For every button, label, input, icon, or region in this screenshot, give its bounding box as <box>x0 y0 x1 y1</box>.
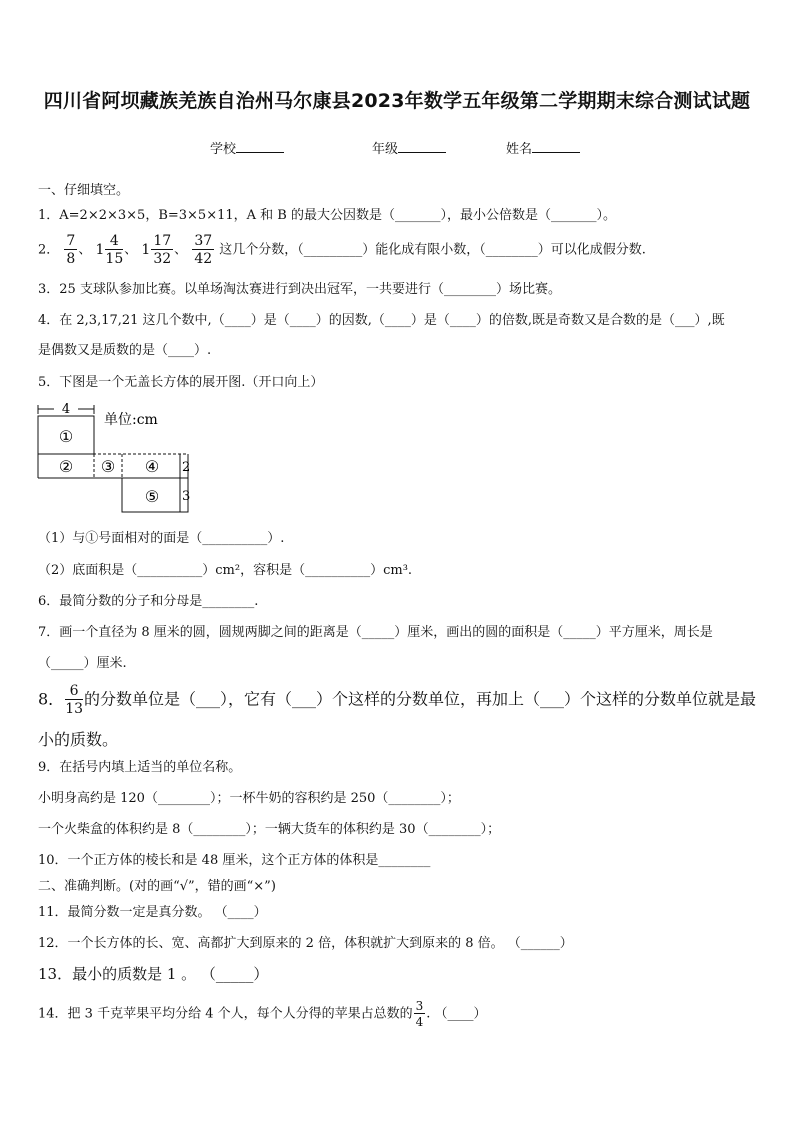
dim-right-2-label: 3 <box>182 489 191 504</box>
question-4-line-2: 是偶数又是质数的是（____）. <box>38 343 212 358</box>
question-6: 6．最简分数的分子和分母是________. <box>38 594 259 609</box>
question-4-line-1: 4．在 2,3,17,21 这几个数中,（____）是（____）的因数,（____）是（____）的倍数,既是奇数又是合数的是（___）,既 <box>38 313 725 328</box>
question-12: 12．一个长方体的长、宽、高都扩大到原来的 2 倍，体积就扩大到原来的 8 倍。 （______） <box>38 936 573 951</box>
question-13: 13．最小的质数是 1 。 （_____） <box>38 965 269 983</box>
q2-fraction-1: $\frac{7}{8}$ <box>66 233 76 267</box>
q14-tail: . （____） <box>426 1006 487 1022</box>
q2-fraction-4: $\frac{37}{42}$ <box>194 233 213 267</box>
grade-blank[interactable] <box>398 152 446 153</box>
question-8-line-2: 小的质数。 <box>38 730 119 749</box>
question-9: 9．在括号内填上适当的单位名称。 <box>38 760 242 775</box>
q8-fraction: $\frac{6}{13}$ <box>65 683 84 717</box>
box-net-figure <box>30 400 230 518</box>
q2-text: 这几个分数，（_________）能化成有限小数，（________）可以化成假分数. <box>219 242 646 258</box>
q14-fraction: $\frac{3}{4}$ <box>415 999 424 1029</box>
q2-fraction-3: 1 $\frac{17}{32}$ <box>141 233 172 267</box>
q8-prefix: 8． <box>38 689 65 709</box>
question-9-b: 一个火柴盒的体积约是 8（________）；一辆大货车的体积约是 30（________）； <box>38 822 501 837</box>
name-label: 姓名 <box>506 142 533 157</box>
section-2-heading: 二、准确判断。(对的画“√”，错的画“×”) <box>38 879 276 894</box>
question-1: 1．A=2×2×3×5，B=3×5×11，A 和 B 的最大公因数是（_______），最小公倍数是（_______）。 <box>38 208 616 223</box>
question-8-line-1 <box>38 684 756 716</box>
face-5-label: ⑤ <box>144 487 160 506</box>
question-7-line-2: （_____）厘米. <box>38 656 127 671</box>
face-1-label: ① <box>58 427 74 446</box>
question-7-line-1: 7．画一个直径为 8 厘米的圆，圆规两脚之间的距离是（_____）厘米，画出的圆的面积是（_____）平方厘米，周长是 <box>38 625 713 640</box>
dim-right-1-label: 2 <box>182 460 191 475</box>
dim-top-label: 4 <box>61 402 71 417</box>
q2-fraction-2: 1 $\frac{4}{15}$ <box>95 233 124 267</box>
q2-prefix: 2． <box>38 242 60 258</box>
face-2-label: ② <box>58 457 74 476</box>
question-5-1: （1）与①号面相对的面是（__________）. <box>38 531 285 546</box>
grade-label: 年级 <box>372 142 399 157</box>
q8-text: 的分数单位是（___），它有（___）个这样的分数单位，再加上（___）个这样的分数单位就是最 <box>84 689 757 709</box>
question-2: 2． $\frac{7}{8}$ 、 1 $\frac{4}{15}$ 、 1 $\frac{17}{32}$ 、 $\frac{37}{42}$ 这几个分数，（_________）能化成有限小数，（________）可以化成假分数. <box>38 233 646 267</box>
question-5: 5．下图是一个无盖长方体的展开图.（开口向上） <box>38 375 324 390</box>
name-blank[interactable] <box>532 152 580 153</box>
question-3: 3．25 支球队参加比赛。以单场淘汰赛进行到决出冠军，一共要进行（________）场比赛。 <box>38 282 561 297</box>
question-9-a: 小明身高约是 120（________）；一杯牛奶的容积约是 250（________）； <box>38 791 460 806</box>
school-label: 学校 <box>210 142 237 157</box>
page-title: 四川省阿坝藏族羌族自治州马尔康县2023年数学五年级第二学期期末综合测试试题 <box>43 90 751 112</box>
unit-label: 单位:cm <box>104 412 158 428</box>
q14-text: 14．把 3 千克苹果平均分给 4 个人，每个人分得的苹果占总数的 <box>38 1006 413 1022</box>
grade-field <box>372 142 446 158</box>
school-blank[interactable] <box>236 152 284 153</box>
face-3-label: ③ <box>100 457 116 476</box>
section-1-heading: 一、仔细填空。 <box>38 183 130 198</box>
question-14 <box>38 1000 487 1028</box>
question-10: 10．一个正方体的棱长和是 48 厘米，这个正方体的体积是________ <box>38 853 431 868</box>
school-field <box>210 142 284 158</box>
question-5-2: （2）底面积是（__________）cm²，容积是（__________）cm³. <box>38 563 413 578</box>
name-field <box>506 142 580 158</box>
face-4-label: ④ <box>144 457 160 476</box>
question-11: 11．最简分数一定是真分数。 （____） <box>38 905 267 920</box>
